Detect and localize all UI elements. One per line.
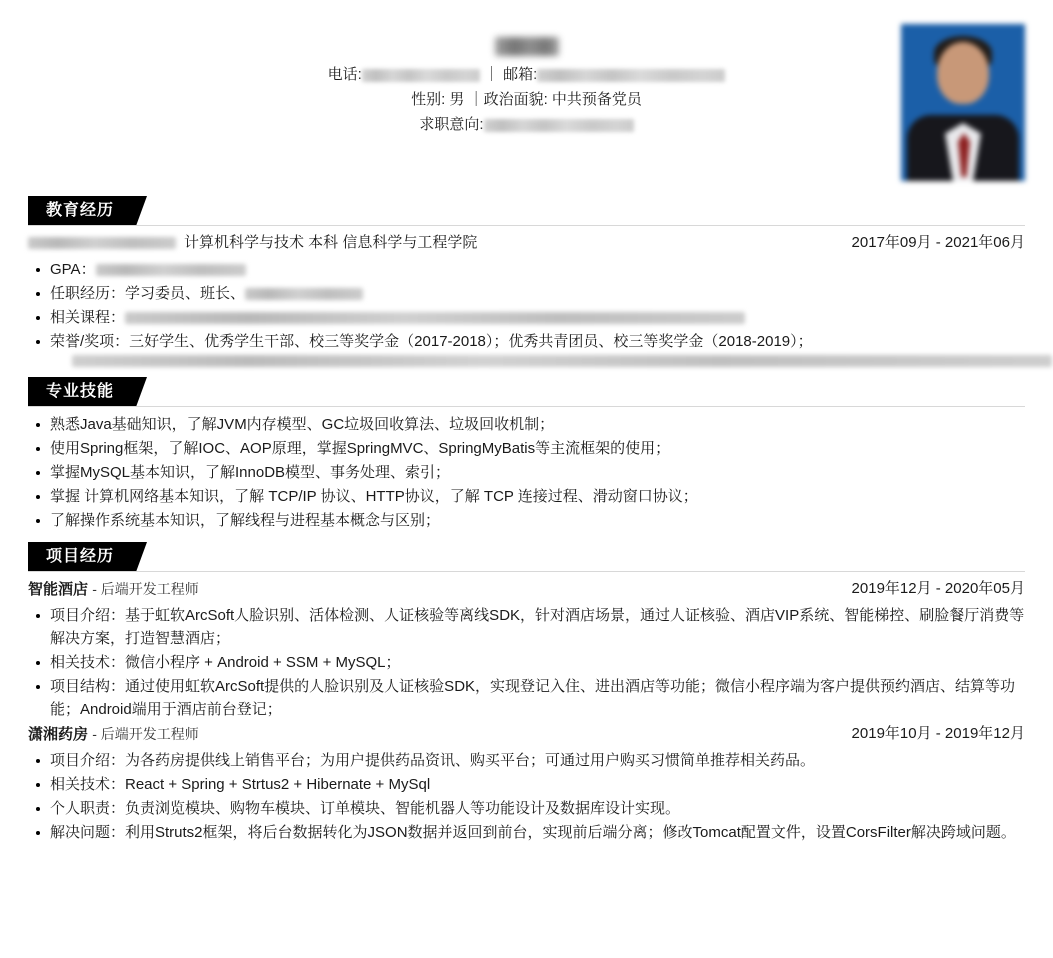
list-item: 项目介绍：为各药房提供线上销售平台；为用户提供药品资讯、购买平台；可通过用户购买习惯简单推荐相关药品。 [28,749,1025,772]
project-date-1: 2019年12月 - 2020年05月 [851,580,1025,597]
section-rule [28,406,1025,407]
list-item: 个人职责：负责浏览模块、购物车模块、订单模块、智能机器人等功能设计及数据库设计实现。 [28,797,1025,820]
avatar-head [937,42,989,104]
job-intent-label: 求职意向: [419,116,484,133]
list-item: 项目结构：通过使用虹软ArcSoft提供的人脸识别及人证核验SDK，实现登记入住、进出酒店等功能；微信小程序端为客户提供预约酒店、结算等功能；Android端用于酒店前台登记； [28,675,1025,721]
section-banner-education [28,196,1025,226]
education-item-duty: 任职经历：学习委员、班长、 [50,285,246,302]
contact-row-intent [28,112,1025,137]
contact-block [28,62,1025,137]
phone-redaction [362,69,480,82]
name-redaction [495,37,559,56]
skills-list [28,413,1025,532]
education-list [28,258,1025,367]
project-entry-head-1 [28,578,1025,600]
school-name-redaction [28,237,176,249]
education-item-gpa: GPA： [50,261,96,278]
education-item-courses: 相关课程： [50,309,126,326]
list-item: 掌握 计算机网络基本知识，了解 TCP/IP 协议、HTTP协议，了解 TCP 连接过程、滑动窗口协议； [28,485,1025,508]
section-rule [28,225,1025,226]
section-title-projects: 项目经历 [28,542,136,572]
education-date: 2017年09月 - 2021年06月 [851,234,1025,251]
list-item [28,306,1025,329]
project-list-1 [28,604,1025,721]
education-entry-left [28,232,477,254]
project-role-2: - 后端开发工程师 [92,726,199,742]
list-item: 熟悉Java基础知识，了解JVM内存模型、GC垃圾回收算法、垃圾回收机制； [28,413,1025,436]
list-item: 相关技术：React + Spring + Strtus2 + Hibernate + MySql [28,773,1025,796]
honors-redaction [72,355,1052,367]
phone-label: 电话: [327,66,362,83]
list-item [28,282,1025,305]
contact-separator: ｜ [483,66,499,83]
section-rule [28,571,1025,572]
gpa-redaction [96,264,246,276]
list-item [28,258,1025,281]
list-item: 解决问题：利用Struts2框架，将后台数据转化为JSON数据并返回到前台，实现前后端分离；修改Tomcat配置文件，设置CorsFilter解决跨域问题。 [28,821,1025,844]
project-role-1: - 后端开发工程师 [92,581,199,597]
contact-row-phone-email [28,62,1025,87]
candidate-name [28,14,1025,62]
project-name-2: 潇湘药房 [28,726,89,743]
project-entry-left-1 [28,578,199,601]
education-item-honors: 荣誉/奖项：三好学生、优秀学生干部、校三等奖学金（2017-2018）；优秀共青团员、校三等奖学金（2018-2019）； [50,333,813,350]
education-major: 计算机科学与技术 本科 信息科学与工程学院 [184,234,478,251]
job-intent-redaction [484,119,634,132]
duty-redaction [245,288,363,300]
section-title-education: 教育经历 [28,196,136,226]
project-entry-head-2 [28,723,1025,745]
email-redaction [537,69,725,82]
contact-row-gender: 性别: 男 ｜政治面貌: 中共预备党员 [411,91,642,108]
list-item [28,330,1025,367]
section-title-skills: 专业技能 [28,377,136,407]
email-label: 邮箱: [503,66,538,83]
resume-header [28,14,1025,186]
project-entry-left-2 [28,723,199,746]
section-banner-skills [28,377,1025,407]
courses-redaction [125,312,745,324]
section-banner-projects [28,542,1025,572]
project-name-1: 智能酒店 [28,581,89,598]
education-entry-head [28,232,1025,254]
list-item: 相关技术：微信小程序 + Android + SSM + MySQL； [28,651,1025,674]
list-item: 使用Spring框架，了解IOC、AOP原理，掌握SpringMVC、SpringMyBatis等主流框架的使用； [28,437,1025,460]
list-item: 了解操作系统基本知识，了解线程与进程基本概念与区别； [28,509,1025,532]
list-item: 项目介绍：基于虹软ArcSoft人脸识别、活体检测、人证核验等离线SDK，针对酒店场景，通过人证核验、酒店VIP系统、智能梯控、刷脸餐厅消费等解决方案，打造智慧酒店； [28,604,1025,650]
list-item: 掌握MySQL基本知识，了解InnoDB模型、事务处理、索引； [28,461,1025,484]
project-list-2 [28,749,1025,844]
avatar [901,24,1025,181]
project-date-2: 2019年10月 - 2019年12月 [851,725,1025,742]
